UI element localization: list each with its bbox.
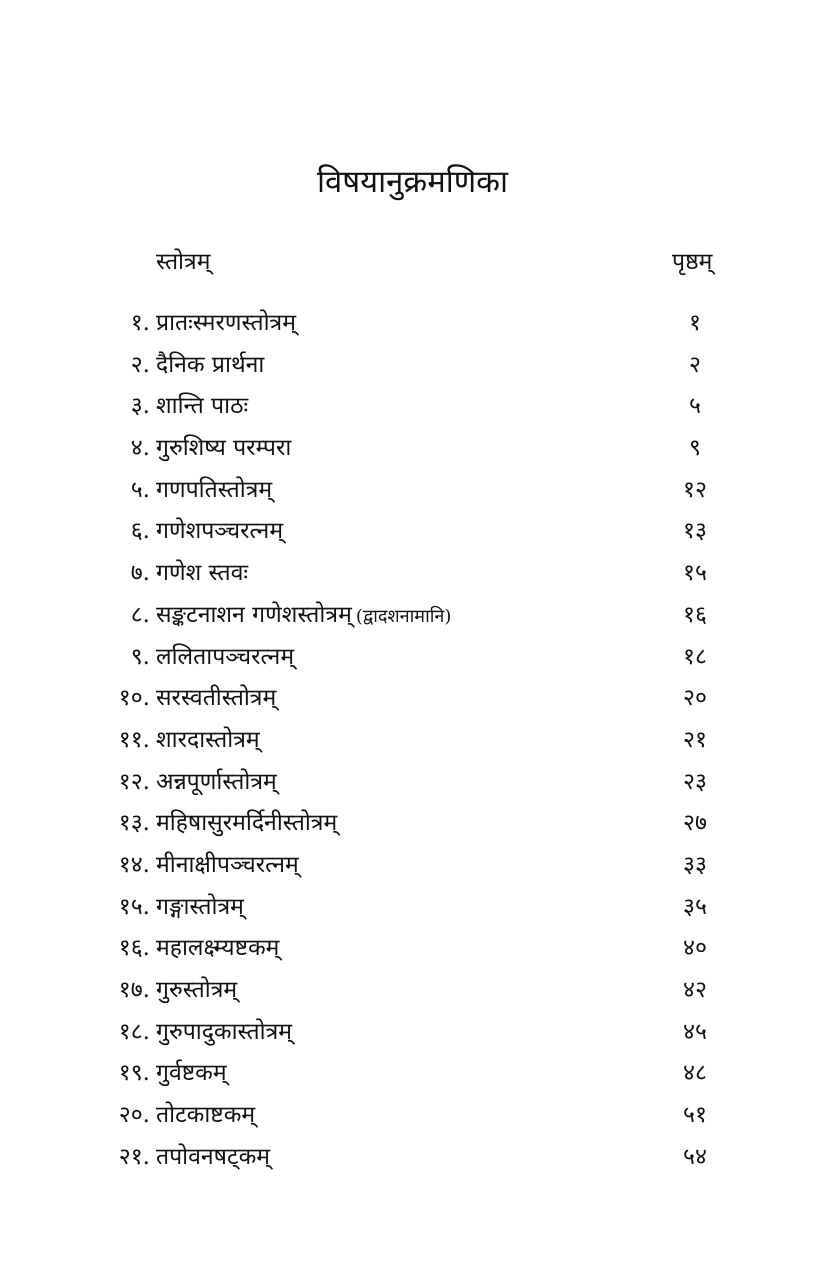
toc-entry — [0, 1137, 825, 1179]
toc-list — [0, 303, 825, 1178]
entry-page-number: २० — [683, 685, 707, 712]
entry-number: २. — [130, 351, 150, 378]
entry-title — [156, 386, 248, 428]
toc-entry — [0, 511, 825, 553]
entry-number: ११. — [118, 726, 150, 753]
entry-page-number: ३३ — [683, 851, 707, 878]
entry-title-text: गुरुस्तोत्रम् — [156, 977, 238, 1003]
entry-number: ६. — [130, 518, 150, 545]
entry-page-number: ४० — [683, 935, 707, 962]
entry-title — [156, 470, 272, 512]
toc-entry — [0, 970, 825, 1012]
entry-title — [156, 928, 279, 970]
toc-entry — [0, 928, 825, 970]
entry-page-number: १३ — [683, 518, 707, 545]
entry-title — [156, 428, 291, 470]
entry-subtitle: (द्वादशनामानि) — [355, 605, 452, 627]
entry-page-number: ५ — [689, 393, 701, 420]
toc-entry — [0, 345, 825, 387]
toc-entry — [0, 720, 825, 762]
entry-page-number: १६ — [683, 601, 707, 628]
toc-entry — [0, 386, 825, 428]
entry-number: ७. — [130, 560, 150, 587]
entry-page-number: ३५ — [683, 893, 707, 920]
entry-title — [156, 303, 296, 345]
entry-title-text: शान्ति पाठः — [156, 393, 249, 420]
entry-title — [156, 511, 283, 553]
entry-number: १५. — [118, 893, 150, 920]
entry-number: १. — [130, 310, 150, 336]
entry-title — [156, 1053, 227, 1095]
entry-number: २०. — [118, 1102, 150, 1129]
toc-entry — [0, 762, 825, 804]
entry-number: ४. — [130, 435, 150, 462]
entry-page-number: ४२ — [683, 977, 707, 1003]
entry-number: २१. — [118, 1143, 150, 1170]
entry-title-text: दैनिक प्रार्थना — [156, 351, 265, 378]
column-header-stotram: स्तोत्रम् — [156, 249, 211, 275]
entry-number: १८. — [118, 1018, 150, 1045]
entry-title-text: ललितापञ्चरत्नम् — [156, 643, 295, 670]
entry-title — [156, 970, 237, 1012]
toc-entry — [0, 1012, 825, 1054]
entry-title-text: गणेशपञ्चरत्नम् — [156, 518, 284, 545]
entry-title — [156, 762, 277, 804]
entry-page-number: ४८ — [683, 1060, 707, 1087]
toc-entry — [0, 470, 825, 512]
entry-title-text: तोटकाष्टकम् — [156, 1102, 256, 1129]
toc-entry — [0, 887, 825, 929]
entry-page-number: २ — [689, 351, 701, 378]
entry-page-number: २१ — [683, 726, 707, 753]
entry-number: ९. — [130, 643, 150, 670]
toc-entry — [0, 637, 825, 679]
entry-number: ३. — [130, 393, 150, 420]
entry-number: १०. — [118, 685, 150, 712]
entry-number: १६. — [118, 935, 150, 962]
entry-page-number: १२ — [683, 476, 707, 503]
entry-title-text: प्रातःस्मरणस्तोत्रम् — [156, 310, 297, 336]
toc-entry — [0, 428, 825, 470]
entry-page-number: १ — [689, 310, 701, 336]
entry-title-text: महालक्ष्म्यष्टकम् — [156, 935, 280, 962]
entry-title — [156, 803, 337, 845]
entry-title — [156, 887, 244, 929]
entry-number: १४. — [118, 851, 150, 878]
entry-title — [156, 553, 248, 595]
entry-page-number: १५ — [683, 560, 707, 587]
entry-title-text: गङ्गास्तोत्रम् — [156, 893, 244, 920]
entry-title-text: गणेश स्तवः — [156, 560, 249, 587]
entry-title-text: शारदास्तोत्रम् — [156, 726, 260, 753]
entry-title-text: गुरुपादुकास्तोत्रम् — [156, 1018, 293, 1045]
toc-entry — [0, 845, 825, 887]
entry-title-text: अन्नपूर्णास्तोत्रम् — [156, 768, 277, 795]
entry-title — [156, 595, 451, 638]
toc-entry — [0, 303, 825, 345]
entry-title-text: मीनाक्षीपञ्चरत्नम् — [156, 851, 299, 878]
entry-number: १९. — [118, 1060, 150, 1087]
entry-page-number: ४५ — [683, 1018, 707, 1045]
entry-title — [156, 637, 294, 679]
page-title: विषयानुक्रमणिका — [316, 164, 509, 200]
entry-page-number: २३ — [683, 768, 707, 795]
toc-entry — [0, 803, 825, 845]
entry-title-text: गणपतिस्तोत्रम् — [156, 476, 273, 503]
entry-page-number: ५१ — [683, 1102, 707, 1129]
entry-title — [156, 678, 276, 720]
entry-title — [156, 1095, 255, 1137]
entry-title — [156, 845, 299, 887]
column-header-page: पृष्ठम् — [672, 249, 713, 275]
entry-title — [156, 345, 264, 387]
toc-entry — [0, 1053, 825, 1095]
entry-title-text: तपोवनषट्कम् — [156, 1143, 270, 1170]
entry-title-text: सङ्कटनाशन गणेशस्तोत्रम् — [156, 601, 352, 628]
entry-number: ८. — [130, 601, 150, 628]
entry-page-number: ९ — [689, 435, 701, 462]
entry-title — [156, 1137, 270, 1179]
entry-title-text: सरस्वतीस्तोत्रम् — [156, 685, 277, 712]
entry-title — [156, 720, 260, 762]
toc-entry — [0, 1095, 825, 1137]
entry-page-number: २७ — [683, 810, 707, 837]
entry-title-text: गुर्वष्टकम् — [156, 1060, 227, 1087]
entry-number: ५. — [130, 476, 150, 503]
entry-number: १३. — [118, 810, 150, 837]
toc-entry — [0, 678, 825, 720]
entry-title — [156, 1012, 292, 1054]
entry-title-text: महिषासुरमर्दिनीस्तोत्रम् — [156, 810, 338, 837]
entry-number: १७. — [118, 977, 150, 1003]
entry-number: १२. — [118, 768, 150, 795]
toc-entry — [0, 553, 825, 595]
toc-entry — [0, 595, 825, 637]
entry-page-number: ५४ — [683, 1143, 707, 1170]
entry-title-text: गुरुशिष्य परम्परा — [156, 435, 292, 462]
entry-page-number: १८ — [683, 643, 707, 670]
